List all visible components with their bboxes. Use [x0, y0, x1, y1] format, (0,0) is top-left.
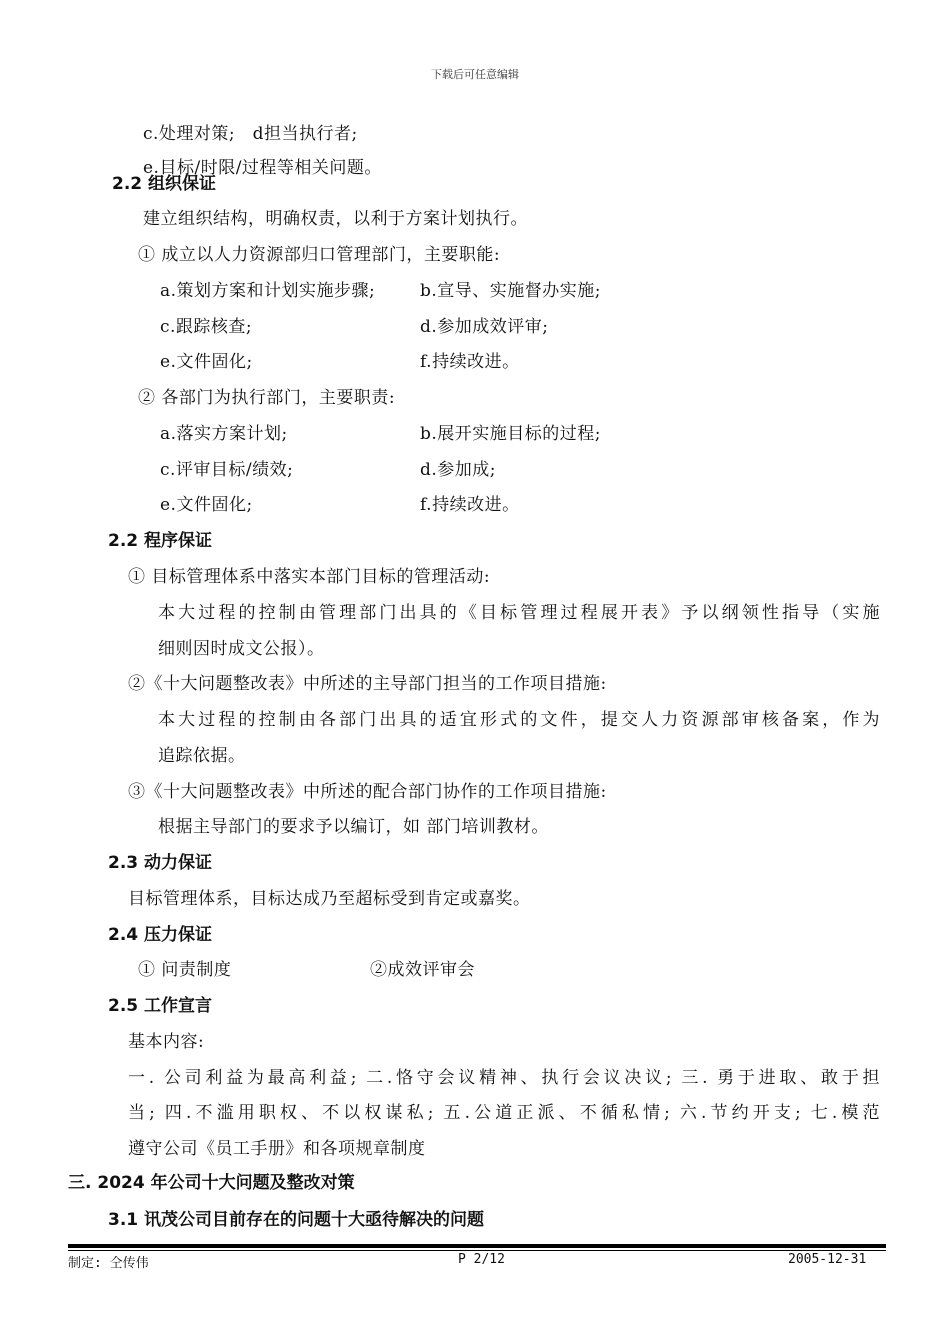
footer-rule: [68, 1244, 886, 1248]
section-heading: 2.4 压力保证: [108, 925, 213, 945]
section-heading: 2.3 动力保证: [108, 853, 213, 873]
text-line: 追踪依据。: [158, 746, 246, 766]
text-line: e.文件固化;: [160, 495, 253, 515]
chapter-heading: 三. 2024 年公司十大问题及整改对策: [68, 1173, 355, 1193]
section-heading: 2.5 工作宣言: [108, 996, 213, 1016]
footer-page-number: P 2/12: [458, 1252, 505, 1267]
text-line: d.参加成;: [420, 460, 497, 480]
section-heading: 2.2 组织保证: [112, 174, 217, 194]
text-line: 细则因时成文公报）。: [158, 639, 325, 659]
page-header: 下载后可任意编辑: [431, 68, 519, 81]
section-heading: 2.2 程序保证: [108, 531, 213, 551]
text-line: a.策划方案和计划实施步骤;: [160, 281, 376, 301]
text-line: ① 目标管理体系中落实本部门目标的管理活动:: [128, 567, 491, 587]
text-line: b.展开实施目标的过程;: [420, 424, 602, 444]
text-line: 基本内容:: [128, 1032, 205, 1052]
text-line: 一. 公司利益为最高利益; 二.恪守会议精神、执行会议决议; 三. 勇于进取、敢于担: [128, 1068, 880, 1088]
text-line: 根据主导部门的要求予以编订，如 部门培训教材。: [158, 817, 549, 837]
footer-rule-thin: [68, 1250, 886, 1251]
text-line: e.目标/时限/过程等相关问题。: [143, 158, 382, 178]
text-line: ② 各部门为执行部门，主要职责:: [138, 388, 396, 408]
text-line: f.持续改进。: [420, 495, 520, 515]
text-line: 本大过程的控制由管理部门出具的《目标管理过程展开表》予以纲领性指导（实施: [158, 603, 880, 623]
text-line: c.评审目标/绩效;: [160, 460, 294, 480]
text-line: ① 成立以人力资源部归口管理部门，主要职能:: [138, 245, 501, 265]
footer-author: 制定: 仝传伟: [68, 1256, 149, 1271]
text-line: 当; 四.不滥用职权、不以权谋私; 五.公道正派、不循私情; 六.节约开支; 七.模范: [128, 1103, 880, 1123]
text-line: c.处理对策; d担当执行者;: [143, 124, 358, 144]
text-line: 本大过程的控制由各部门出具的适宜形式的文件，提交人力资源部审核备案，作为: [158, 710, 880, 730]
text-line: a.落实方案计划;: [160, 424, 288, 444]
text-line: 目标管理体系，目标达成乃至超标受到肯定或嘉奖。: [128, 889, 531, 909]
section-heading: 3.1 讯茂公司目前存在的问题十大亟待解决的问题: [108, 1210, 485, 1230]
text-line: d.参加成效评审;: [420, 317, 549, 337]
text-line: 建立组织结构，明确权责，以利于方案计划执行。: [143, 209, 528, 229]
text-line: e.文件固化;: [160, 352, 253, 372]
text-line: f.持续改进。: [420, 352, 520, 372]
text-line: ① 问责制度: [138, 960, 232, 980]
text-line: c.跟踪核查;: [160, 317, 253, 337]
text-line: ②《十大问题整改表》中所述的主导部门担当的工作项目措施:: [128, 674, 607, 694]
text-line: ②成效评审会: [370, 960, 475, 980]
text-line: b.宣导、实施督办实施;: [420, 281, 602, 301]
footer-date: 2005-12-31: [788, 1252, 867, 1267]
text-line: 遵守公司《员工手册》和各项规章制度: [128, 1139, 426, 1159]
text-line: ③《十大问题整改表》中所述的配合部门协作的工作项目措施:: [128, 782, 607, 802]
